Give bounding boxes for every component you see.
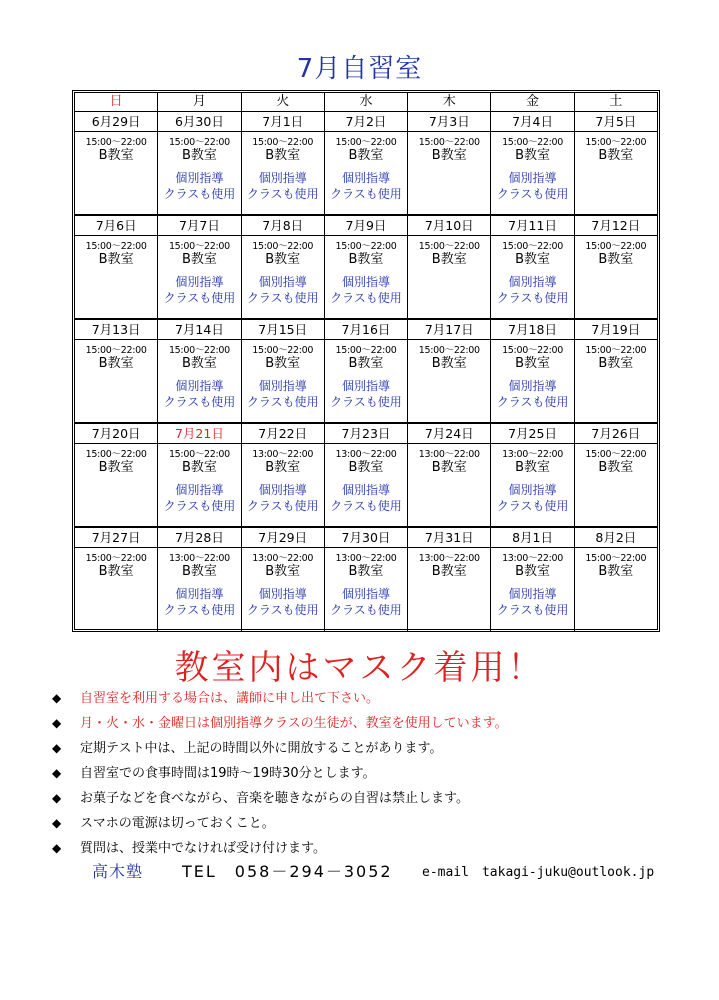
day-date: 7月11日	[491, 216, 573, 236]
day-date: 7月1日	[242, 112, 324, 132]
day-cell	[408, 112, 491, 214]
day-cell	[242, 320, 325, 422]
room-label: B教室	[348, 356, 384, 371]
school-name: 高木塾	[92, 862, 144, 881]
individual-class-note: 個別指導	[258, 587, 307, 601]
open-hours: 15:00～22:00	[585, 553, 647, 564]
room-label: B教室	[98, 148, 134, 163]
day-cell	[491, 424, 574, 526]
open-hours: 15:00～22:00	[502, 241, 564, 252]
weekday-sun: 日	[75, 93, 158, 111]
open-hours: 15:00～22:00	[85, 137, 147, 148]
individual-class-note: 個別指導	[508, 587, 557, 601]
day-cell	[325, 528, 408, 632]
day-cell	[75, 320, 158, 422]
day-date: 7月5日	[575, 112, 657, 132]
day-date: 7月8日	[242, 216, 324, 236]
day-cell	[75, 112, 158, 214]
day-cell	[242, 216, 325, 318]
rules-list	[52, 686, 692, 861]
weekday-thu: 木	[408, 93, 491, 111]
class-also-uses-note: クラスも使用	[163, 187, 236, 201]
class-also-uses-note: クラスも使用	[246, 187, 319, 201]
rule-item	[52, 761, 692, 786]
open-hours: 15:00～22:00	[502, 345, 564, 356]
rule-text: 自習室を利用する場合は、講師に申し出て下さい。	[80, 691, 380, 706]
mask-notice: 教室内はマスク着用！	[174, 648, 545, 688]
individual-class-note: 個別指導	[341, 483, 390, 497]
room-label: B教室	[98, 564, 134, 579]
open-hours: 15:00～22:00	[85, 553, 147, 564]
day-date: 7月15日	[242, 320, 324, 340]
individual-class-note: 個別指導	[258, 275, 307, 289]
day-date: 7月17日	[408, 320, 490, 340]
day-date: 7月27日	[75, 528, 157, 548]
individual-class-note: 個別指導	[508, 171, 557, 185]
day-cell	[75, 424, 158, 526]
open-hours: 15:00～22:00	[168, 241, 230, 252]
rule-text: 質問は、授業中でなければ受け付けます。	[80, 841, 326, 856]
open-hours: 15:00～22:00	[85, 345, 147, 356]
open-hours: 15:00～22:00	[585, 449, 647, 460]
diamond-bullet-icon: ◆	[52, 766, 62, 780]
room-label: B教室	[515, 564, 550, 579]
room-label: B教室	[598, 252, 634, 267]
day-date: 6月30日	[158, 112, 240, 132]
open-hours: 13:00～22:00	[252, 449, 314, 460]
room-label: B教室	[348, 252, 384, 267]
class-also-uses-note: クラスも使用	[496, 187, 569, 201]
class-also-uses-note: クラスも使用	[163, 499, 236, 513]
day-date: 7月25日	[491, 424, 573, 444]
open-hours: 13:00～22:00	[418, 449, 480, 460]
day-date: 7月31日	[408, 528, 490, 548]
open-hours: 15:00～22:00	[85, 241, 147, 252]
individual-class-note: 個別指導	[341, 587, 390, 601]
day-cell	[491, 528, 574, 632]
open-hours: 15:00～22:00	[418, 137, 480, 148]
day-date: 7月7日	[158, 216, 240, 236]
open-hours: 15:00～22:00	[585, 137, 647, 148]
day-cell	[325, 320, 408, 422]
individual-class-note: 個別指導	[508, 275, 557, 289]
day-date: 7月26日	[575, 424, 657, 444]
class-also-uses-note: クラスも使用	[246, 395, 319, 409]
week-row	[75, 424, 657, 528]
phone-number: TEL 058－294－3052	[182, 862, 393, 881]
room-label: B教室	[598, 460, 634, 475]
open-hours: 13:00～22:00	[168, 553, 230, 564]
calendar-table	[72, 90, 660, 632]
rule-item	[52, 711, 692, 736]
open-hours: 15:00～22:00	[502, 137, 564, 148]
diamond-bullet-icon: ◆	[52, 716, 62, 730]
class-also-uses-note: クラスも使用	[246, 291, 319, 305]
page-title: 7月自習室	[296, 54, 423, 84]
day-date: 7月10日	[408, 216, 490, 236]
day-cell	[575, 528, 657, 632]
day-date: 7月22日	[242, 424, 324, 444]
day-date: 8月1日	[491, 528, 573, 548]
room-label: B教室	[181, 460, 217, 475]
diamond-bullet-icon: ◆	[52, 841, 62, 855]
class-also-uses-note: クラスも使用	[163, 291, 236, 305]
open-hours: 15:00～22:00	[335, 137, 397, 148]
day-cell	[242, 424, 325, 526]
day-date: 7月16日	[325, 320, 407, 340]
class-also-uses-note: クラスも使用	[496, 291, 569, 305]
day-cell	[491, 216, 574, 318]
individual-class-note: 個別指導	[258, 379, 307, 393]
diamond-bullet-icon: ◆	[52, 741, 62, 755]
weekday-header-row	[75, 93, 657, 112]
open-hours: 13:00～22:00	[418, 553, 480, 564]
day-cell	[75, 216, 158, 318]
diamond-bullet-icon: ◆	[52, 816, 62, 830]
individual-class-note: 個別指導	[341, 171, 390, 185]
room-label: B教室	[265, 252, 301, 267]
room-label: B教室	[515, 460, 550, 475]
individual-class-note: 個別指導	[175, 587, 224, 601]
day-cell	[575, 424, 657, 526]
open-hours: 15:00～22:00	[335, 241, 397, 252]
room-label: B教室	[598, 148, 634, 163]
day-date: 7月28日	[158, 528, 240, 548]
day-cell	[491, 112, 574, 214]
day-date: 6月29日	[75, 112, 157, 132]
class-also-uses-note: クラスも使用	[330, 395, 402, 409]
room-label: B教室	[598, 564, 634, 579]
day-date: 7月18日	[491, 320, 573, 340]
room-label: B教室	[598, 356, 634, 371]
day-cell	[325, 216, 408, 318]
day-date: 8月2日	[575, 528, 657, 548]
rule-text: 自習室での食事時間は19時～19時30分とします。	[80, 766, 376, 781]
open-hours: 13:00～22:00	[502, 553, 564, 564]
individual-class-note: 個別指導	[175, 483, 224, 497]
day-cell	[158, 528, 241, 632]
day-date: 7月2日	[325, 112, 407, 132]
day-cell	[158, 216, 241, 318]
room-label: B教室	[181, 564, 217, 579]
rule-item	[52, 686, 692, 711]
day-cell	[575, 320, 657, 422]
rule-text: 定期テスト中は、上記の時間以外に開放することがあります。	[80, 741, 443, 756]
day-date: 7月4日	[491, 112, 573, 132]
day-cell	[158, 112, 241, 214]
open-hours: 15:00～22:00	[168, 345, 230, 356]
open-hours: 13:00～22:00	[335, 449, 397, 460]
open-hours: 15:00～22:00	[85, 449, 147, 460]
day-date: 7月9日	[325, 216, 407, 236]
individual-class-note: 個別指導	[175, 171, 224, 185]
class-also-uses-note: クラスも使用	[496, 395, 569, 409]
room-label: B教室	[431, 148, 467, 163]
room-label: B教室	[181, 252, 217, 267]
room-label: B教室	[181, 148, 217, 163]
day-cell	[491, 320, 574, 422]
week-row	[75, 528, 657, 632]
day-cell	[408, 424, 491, 526]
day-cell	[325, 424, 408, 526]
room-label: B教室	[348, 148, 384, 163]
room-label: B教室	[265, 356, 301, 371]
day-date: 7月3日	[408, 112, 490, 132]
rule-text: スマホの電源は切っておくこと。	[80, 816, 275, 831]
individual-class-note: 個別指導	[175, 379, 224, 393]
class-also-uses-note: クラスも使用	[496, 499, 569, 513]
open-hours: 15:00～22:00	[585, 241, 647, 252]
rule-item	[52, 786, 692, 811]
week-row	[75, 216, 657, 320]
room-label: B教室	[431, 564, 467, 579]
class-also-uses-note: クラスも使用	[330, 291, 402, 305]
individual-class-note: 個別指導	[341, 379, 390, 393]
open-hours: 15:00～22:00	[252, 345, 314, 356]
weekday-sat: 土	[609, 94, 623, 109]
rule-item	[52, 811, 692, 836]
day-date: 7月20日	[75, 424, 157, 444]
email-address: e-mail takagi-juku@outlook.jp	[422, 865, 655, 880]
room-label: B教室	[265, 148, 301, 163]
day-date: 7月12日	[575, 216, 657, 236]
day-date: 7月29日	[242, 528, 324, 548]
individual-class-note: 個別指導	[258, 171, 307, 185]
class-also-uses-note: クラスも使用	[246, 603, 319, 617]
day-date: 7月14日	[158, 320, 240, 340]
rule-text: お菓子などを食べながら、音楽を聴きながらの自習は禁止します。	[80, 791, 469, 806]
open-hours: 13:00～22:00	[335, 553, 397, 564]
day-cell	[408, 216, 491, 318]
room-label: B教室	[431, 252, 467, 267]
day-cell	[575, 112, 657, 214]
room-label: B教室	[181, 356, 217, 371]
day-cell	[242, 528, 325, 632]
day-cell	[408, 320, 491, 422]
week-row	[75, 112, 657, 216]
room-label: B教室	[515, 148, 550, 163]
footer	[92, 857, 692, 885]
day-date: 7月6日	[75, 216, 157, 236]
day-date: 7月30日	[325, 528, 407, 548]
class-also-uses-note: クラスも使用	[163, 395, 236, 409]
day-date: 7月24日	[408, 424, 490, 444]
individual-class-note: 個別指導	[508, 379, 557, 393]
day-cell	[158, 320, 241, 422]
individual-class-note: 個別指導	[258, 483, 307, 497]
open-hours: 15:00～22:00	[168, 449, 230, 460]
day-cell	[158, 424, 241, 526]
room-label: B教室	[265, 460, 301, 475]
open-hours: 15:00～22:00	[585, 345, 647, 356]
diamond-bullet-icon: ◆	[52, 691, 62, 705]
room-label: B教室	[431, 460, 467, 475]
room-label: B教室	[515, 252, 550, 267]
room-label: B教室	[515, 356, 550, 371]
class-also-uses-note: クラスも使用	[330, 499, 402, 513]
weekday-mon: 月	[158, 93, 241, 111]
class-also-uses-note: クラスも使用	[246, 499, 319, 513]
day-cell	[75, 528, 158, 632]
individual-class-note: 個別指導	[175, 275, 224, 289]
room-label: B教室	[265, 564, 301, 579]
weekday-fri: 金	[491, 93, 574, 111]
class-also-uses-note: クラスも使用	[330, 187, 402, 201]
day-cell	[408, 528, 491, 632]
room-label: B教室	[431, 356, 467, 371]
rule-item	[52, 736, 692, 761]
open-hours: 15:00～22:00	[168, 137, 230, 148]
day-date: 7月13日	[75, 320, 157, 340]
class-also-uses-note: クラスも使用	[163, 603, 236, 617]
open-hours: 15:00～22:00	[335, 345, 397, 356]
day-cell	[242, 112, 325, 214]
day-date: 7月23日	[325, 424, 407, 444]
day-cell	[575, 216, 657, 318]
weekday-tue: 火	[242, 93, 325, 111]
day-cell	[325, 112, 408, 214]
room-label: B教室	[348, 460, 384, 475]
day-date: 7月19日	[575, 320, 657, 340]
open-hours: 15:00～22:00	[418, 241, 480, 252]
open-hours: 15:00～22:00	[418, 345, 480, 356]
individual-class-note: 個別指導	[508, 483, 557, 497]
room-label: B教室	[348, 564, 384, 579]
open-hours: 15:00～22:00	[252, 137, 314, 148]
class-also-uses-note: クラスも使用	[330, 603, 402, 617]
class-also-uses-note: クラスも使用	[496, 603, 569, 617]
open-hours: 13:00～22:00	[502, 449, 564, 460]
weekday-wed: 水	[325, 93, 408, 111]
room-label: B教室	[98, 460, 134, 475]
room-label: B教室	[98, 252, 134, 267]
rule-text: 月・火・水・金曜日は個別指導クラスの生徒が、教室を使用しています。	[80, 716, 508, 731]
week-row	[75, 320, 657, 424]
room-label: B教室	[98, 356, 134, 371]
diamond-bullet-icon: ◆	[52, 791, 62, 805]
open-hours: 13:00～22:00	[252, 553, 314, 564]
individual-class-note: 個別指導	[341, 275, 390, 289]
open-hours: 15:00～22:00	[252, 241, 314, 252]
day-date: 7月21日	[158, 424, 240, 444]
